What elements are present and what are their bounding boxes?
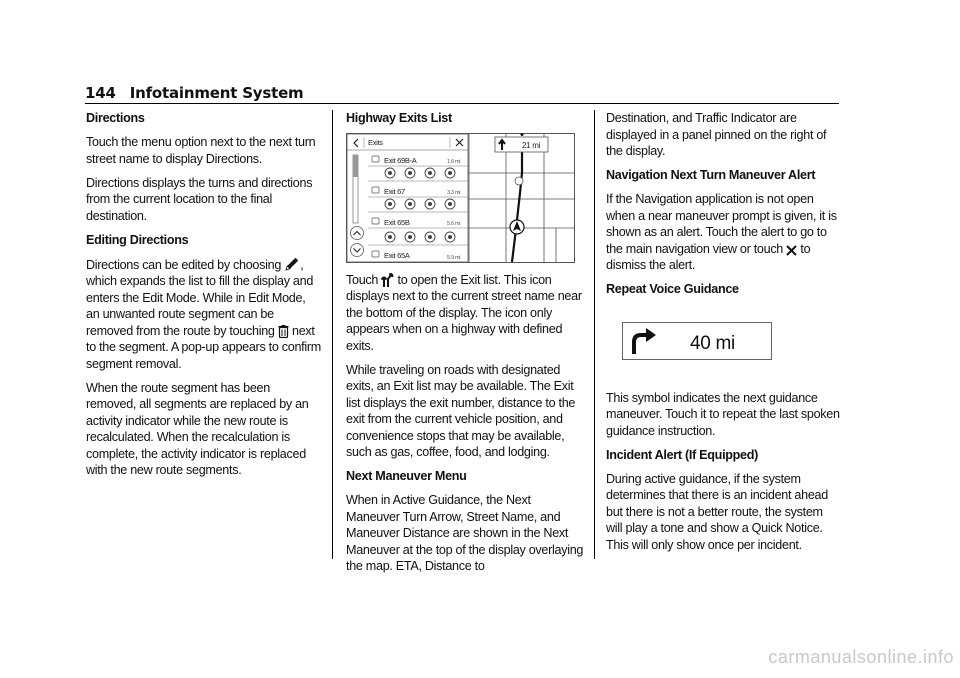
header-divider (85, 103, 839, 104)
alert-paragraph (606, 191, 842, 274)
editing-directions-heading: Editing Directions (86, 232, 189, 247)
column-divider-2 (594, 110, 595, 559)
column-divider-1 (332, 110, 333, 559)
column-1 (86, 110, 321, 486)
exit-icon-paragraph (346, 271, 584, 355)
page-header (85, 84, 840, 103)
next-maneuver-paragraph: When in Active Guidance, the Next Maneuver Turn Arrow, Street Name, and Maneuver Distance are shown in the Next Maneuver at the top of the display overlaying the map. ETA, Distance to (346, 493, 584, 573)
repeat-guidance-paragraph: This symbol indicates the next guidance maneuver. Touch it to repeat the last spoken guidance instruction. (606, 390, 840, 438)
distance-badge: 21 mi (522, 140, 541, 150)
exit-text-b: to open the Exit list. This icon displays next to the current street name near the bottom of the display. The icon only appears when on a highway with defined exits. (346, 272, 582, 353)
column-3 (606, 110, 842, 561)
highway-exits-heading: Highway Exits List (346, 111, 452, 125)
panel-paragraph: Destination, and Traffic Indicator are displayed in a panel pinned on the right of the display. (606, 111, 827, 158)
svg-text:Exit 69B-A: Exit 69B-A (384, 155, 417, 165)
edit-pencil-icon (284, 256, 300, 272)
page-title: Infotainment System (129, 84, 304, 102)
trash-icon (278, 325, 289, 338)
editing-text-c: next to the segment. A pop-up appears to confirm segment removal. (86, 323, 321, 371)
scroll-up-icon (351, 226, 364, 239)
alert-text-b: to dismiss the alert. (606, 241, 811, 272)
map-poi-marker (515, 177, 523, 185)
svg-text:3.3 mi: 3.3 mi (447, 189, 461, 196)
editing-text-b: , which expands the list to fill the display and enters the Edit Mode. While in Edit Mode, an unwanted route segment can be removed from the route by touching (86, 257, 314, 338)
exits-list-figure (346, 133, 575, 263)
watermark: carmanualsonline.info (768, 647, 954, 667)
highway-exit-icon (381, 271, 394, 287)
directions-paragraph-1: Touch the menu option next to the next turn street name to display Directions. (86, 135, 316, 166)
repeat-voice-guidance-heading: Repeat Voice Guidance (606, 282, 739, 296)
page-number: 144 (85, 84, 116, 102)
recalculation-paragraph: When the route segment has been removed, all segments are replaced by an activity indicator while the new route is recalculated. When the recalculation is complete, the activity indicator is replaced with the new route segments. (86, 380, 309, 477)
exit-text-a: Touch (346, 272, 379, 287)
dismiss-x-icon (786, 245, 797, 256)
scroll-down-icon (351, 243, 364, 256)
svg-text:Exit 67: Exit 67 (384, 186, 405, 196)
column-2 (346, 110, 584, 582)
directions-paragraph-2: Directions displays the turns and directions from the current location to the final destination. (86, 175, 313, 223)
svg-text:Exit 65B: Exit 65B (384, 217, 410, 227)
repeat-guidance-button[interactable] (622, 322, 772, 360)
exits-panel-title: Exits (368, 137, 383, 147)
svg-text:5.9 mi: 5.9 mi (447, 254, 461, 261)
exit-list-paragraph: While traveling on roads with designated exits, an Exit list may be available. The Exit list displays the exit number, distance to the exit from the current vehicle position, and convenience stops that may be available, such as gas, coffee, food, and lodging. (346, 362, 576, 459)
editing-text-a: Directions can be edited by choosing (86, 257, 282, 272)
editing-paragraph (86, 256, 321, 373)
svg-text:5.6 mi: 5.6 mi (447, 220, 461, 227)
directions-heading: Directions (86, 111, 145, 125)
maneuver-distance: 40 mi (690, 332, 735, 354)
next-turn-alert-heading: Navigation Next Turn Maneuver Alert (606, 168, 816, 182)
incident-alert-heading: Incident Alert (If Equipped) (606, 447, 759, 462)
svg-text:Exit 65A: Exit 65A (384, 250, 410, 260)
svg-text:1.6 mi: 1.6 mi (447, 158, 461, 165)
next-maneuver-heading: Next Maneuver Menu (346, 469, 467, 483)
incident-alert-paragraph: During active guidance, if the system determines that there is an incident ahead but there is not a better route, the system will play a tone and show a Quick Notice. This will only show once per incident. (606, 471, 828, 552)
alert-text-a: If the Navigation application is not open when a near maneuver prompt is given, it is shown as an alert. Touch the alert to go to the main navigation view or touch (606, 192, 837, 256)
